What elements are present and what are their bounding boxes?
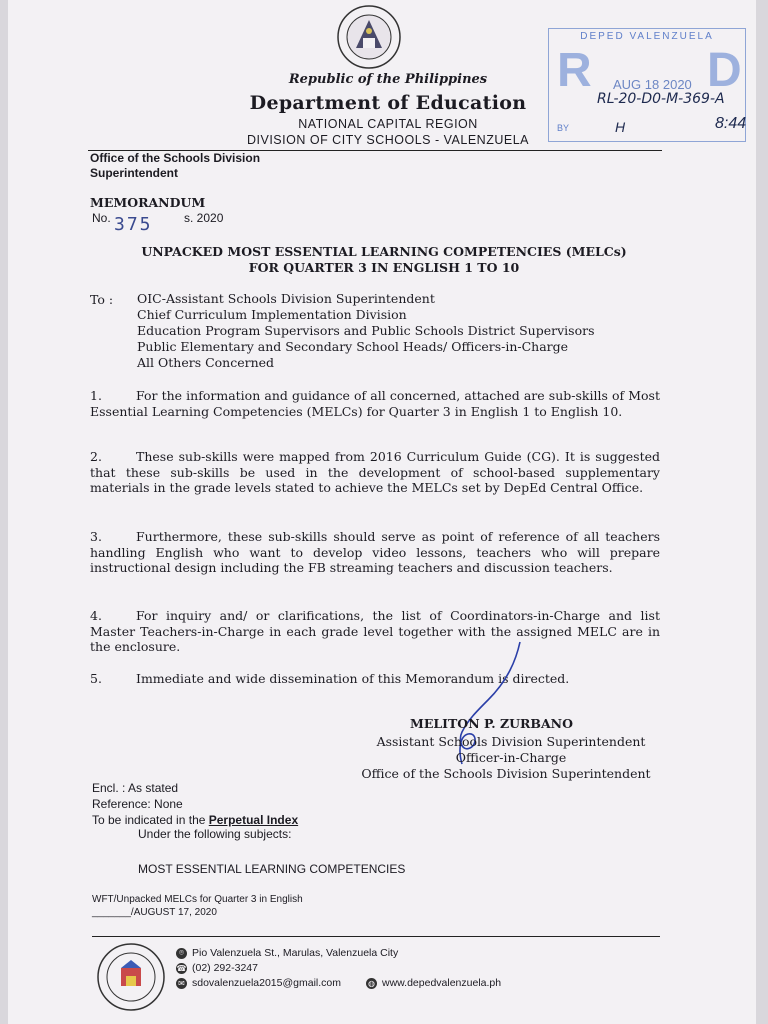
email-text[interactable]: sdovalenzuela2015@gmail.com: [192, 977, 341, 989]
paragraph-text: For inquiry and/ or clarifications, the list of Coordinators-in-Charge and list Master Teachers-in-Charge in each grade level together with the assigned MELC are in the enclosure.: [90, 608, 660, 654]
paragraph-number: 3.: [90, 529, 102, 544]
phone-text: (02) 292-3247: [192, 962, 258, 974]
recipient-item: Chief Curriculum Implementation Division: [137, 307, 407, 322]
region-heading: NATIONAL CAPITAL REGION: [298, 117, 478, 131]
phone-icon: ☎: [176, 963, 187, 973]
recipient-item: All Others Concerned: [137, 355, 275, 370]
paragraph-number: 1.: [90, 388, 102, 403]
office-name: Office of the Schools Division Superintendent: [90, 151, 261, 180]
subject-item: MOST ESSENTIAL LEARNING COMPETENCIES: [138, 862, 406, 876]
address-text: Pio Valenzuela St., Marulas, Valenzuela City: [192, 947, 399, 959]
enclosure-block: [92, 780, 298, 828]
memo-page: [8, 0, 756, 1024]
stamp-time: 8:44: [715, 115, 747, 132]
email-icon: ✉: [176, 978, 187, 989]
footer-website[interactable]: [366, 977, 501, 989]
subject-line-1: UNPACKED MOST ESSENTIAL LEARNING COMPETENCIES (MELCs): [141, 244, 627, 259]
recipient-item: Public Elementary and Secondary School Heads/ Officers-in-Charge: [137, 339, 569, 354]
location-pin-icon: ⌾: [176, 948, 187, 959]
republic-heading: Republic of the Philippines: [288, 72, 488, 87]
stamp-initial: H: [615, 119, 626, 135]
footer-phone: [176, 962, 258, 974]
recipient-item: Education Program Supervisors and Public Schools District Supervisors: [137, 323, 595, 338]
division-seal-logo: [96, 942, 166, 1012]
paragraph-number: 2.: [90, 449, 102, 464]
subject-line-2: FOR QUARTER 3 IN ENGLISH 1 TO 10: [248, 260, 520, 275]
memo-number: 375: [114, 214, 153, 235]
stamp-header: DEPED VALENZUELA: [580, 31, 714, 42]
enclosure-line: Encl. : As stated: [92, 781, 179, 795]
memo-no-label: No.: [92, 211, 111, 225]
file-reference-1: WFT/Unpacked MELCs for Quarter 3 in English: [92, 894, 303, 905]
stamp-letter-d: D: [707, 44, 742, 97]
memo-subject: [88, 244, 680, 276]
memorandum-label: MEMORANDUM: [90, 195, 206, 210]
subjects-label: Under the following subjects:: [138, 827, 292, 841]
recipient-item: OIC-Assistant Schools Division Superintendent: [137, 291, 435, 306]
footer-address: [176, 947, 398, 959]
signatory-name: MELITON P. ZURBANO: [410, 716, 573, 731]
to-label: To :: [90, 292, 114, 307]
memo-year: s. 2020: [184, 211, 224, 225]
recipient-list: [137, 291, 595, 371]
paragraph-5: [90, 671, 660, 687]
paragraph-number: 4.: [90, 608, 102, 623]
paragraph-text: Immediate and wide dissemination of this Memorandum is directed.: [136, 671, 570, 686]
signatory-title-1: Assistant Schools Division Superintendent: [376, 734, 646, 749]
received-stamp: [548, 28, 746, 142]
stamp-by-label: BY: [557, 123, 570, 133]
reference-line: Reference: None: [92, 797, 183, 811]
website-text[interactable]: www.depedvalenzuela.ph: [382, 977, 502, 989]
paragraph-text: For the information and guidance of all concerned, attached are sub-skills of Most Essential Learning Competencies (MELCs) for Quarter 3 in English 1 to English 10.: [90, 388, 660, 419]
paragraph-4: [90, 608, 660, 655]
department-heading: Department of Education: [249, 92, 527, 114]
globe-icon: ◍: [366, 978, 377, 989]
perpetual-index-line: [92, 812, 298, 828]
paragraph-3: [90, 529, 660, 576]
paragraph-text: Furthermore, these sub-skills should serve as point of reference of all teachers handling English who want to develop video lessons, teachers who will prepare instructional design including the FB streaming teachers and discussion teachers.: [90, 529, 660, 575]
stamp-letter-r: R: [557, 44, 592, 97]
stamp-date: AUG 18 2020: [613, 77, 692, 92]
indicated-prefix: To be indicated in the: [92, 813, 209, 827]
paragraph-number: 5.: [90, 671, 102, 686]
division-heading: DIVISION OF CITY SCHOOLS - VALENZUELA: [247, 133, 529, 147]
footer-divider: [92, 936, 660, 937]
signatory-title-2: Officer-in-Charge: [455, 750, 567, 765]
paragraph-2: [90, 449, 660, 496]
paragraph-text: These sub-skills were mapped from 2016 Curriculum Guide (CG). It is suggested that these sub-skills be used in the development of school-based supplementary materials in the grade levels stated to achieve the MELCs set by DepEd Central Office.: [90, 449, 660, 495]
perpetual-index-label: Perpetual Index: [208, 813, 299, 827]
footer-email[interactable]: [176, 977, 341, 989]
file-reference-2: _______/AUGUST 17, 2020: [92, 907, 217, 918]
signatory-title-3: Office of the Schools Division Superintendent: [361, 766, 651, 781]
deped-seal-logo: [336, 4, 402, 70]
stamp-code: RL-20-D0-M-369-A: [597, 91, 725, 107]
paragraph-1: [90, 388, 660, 419]
